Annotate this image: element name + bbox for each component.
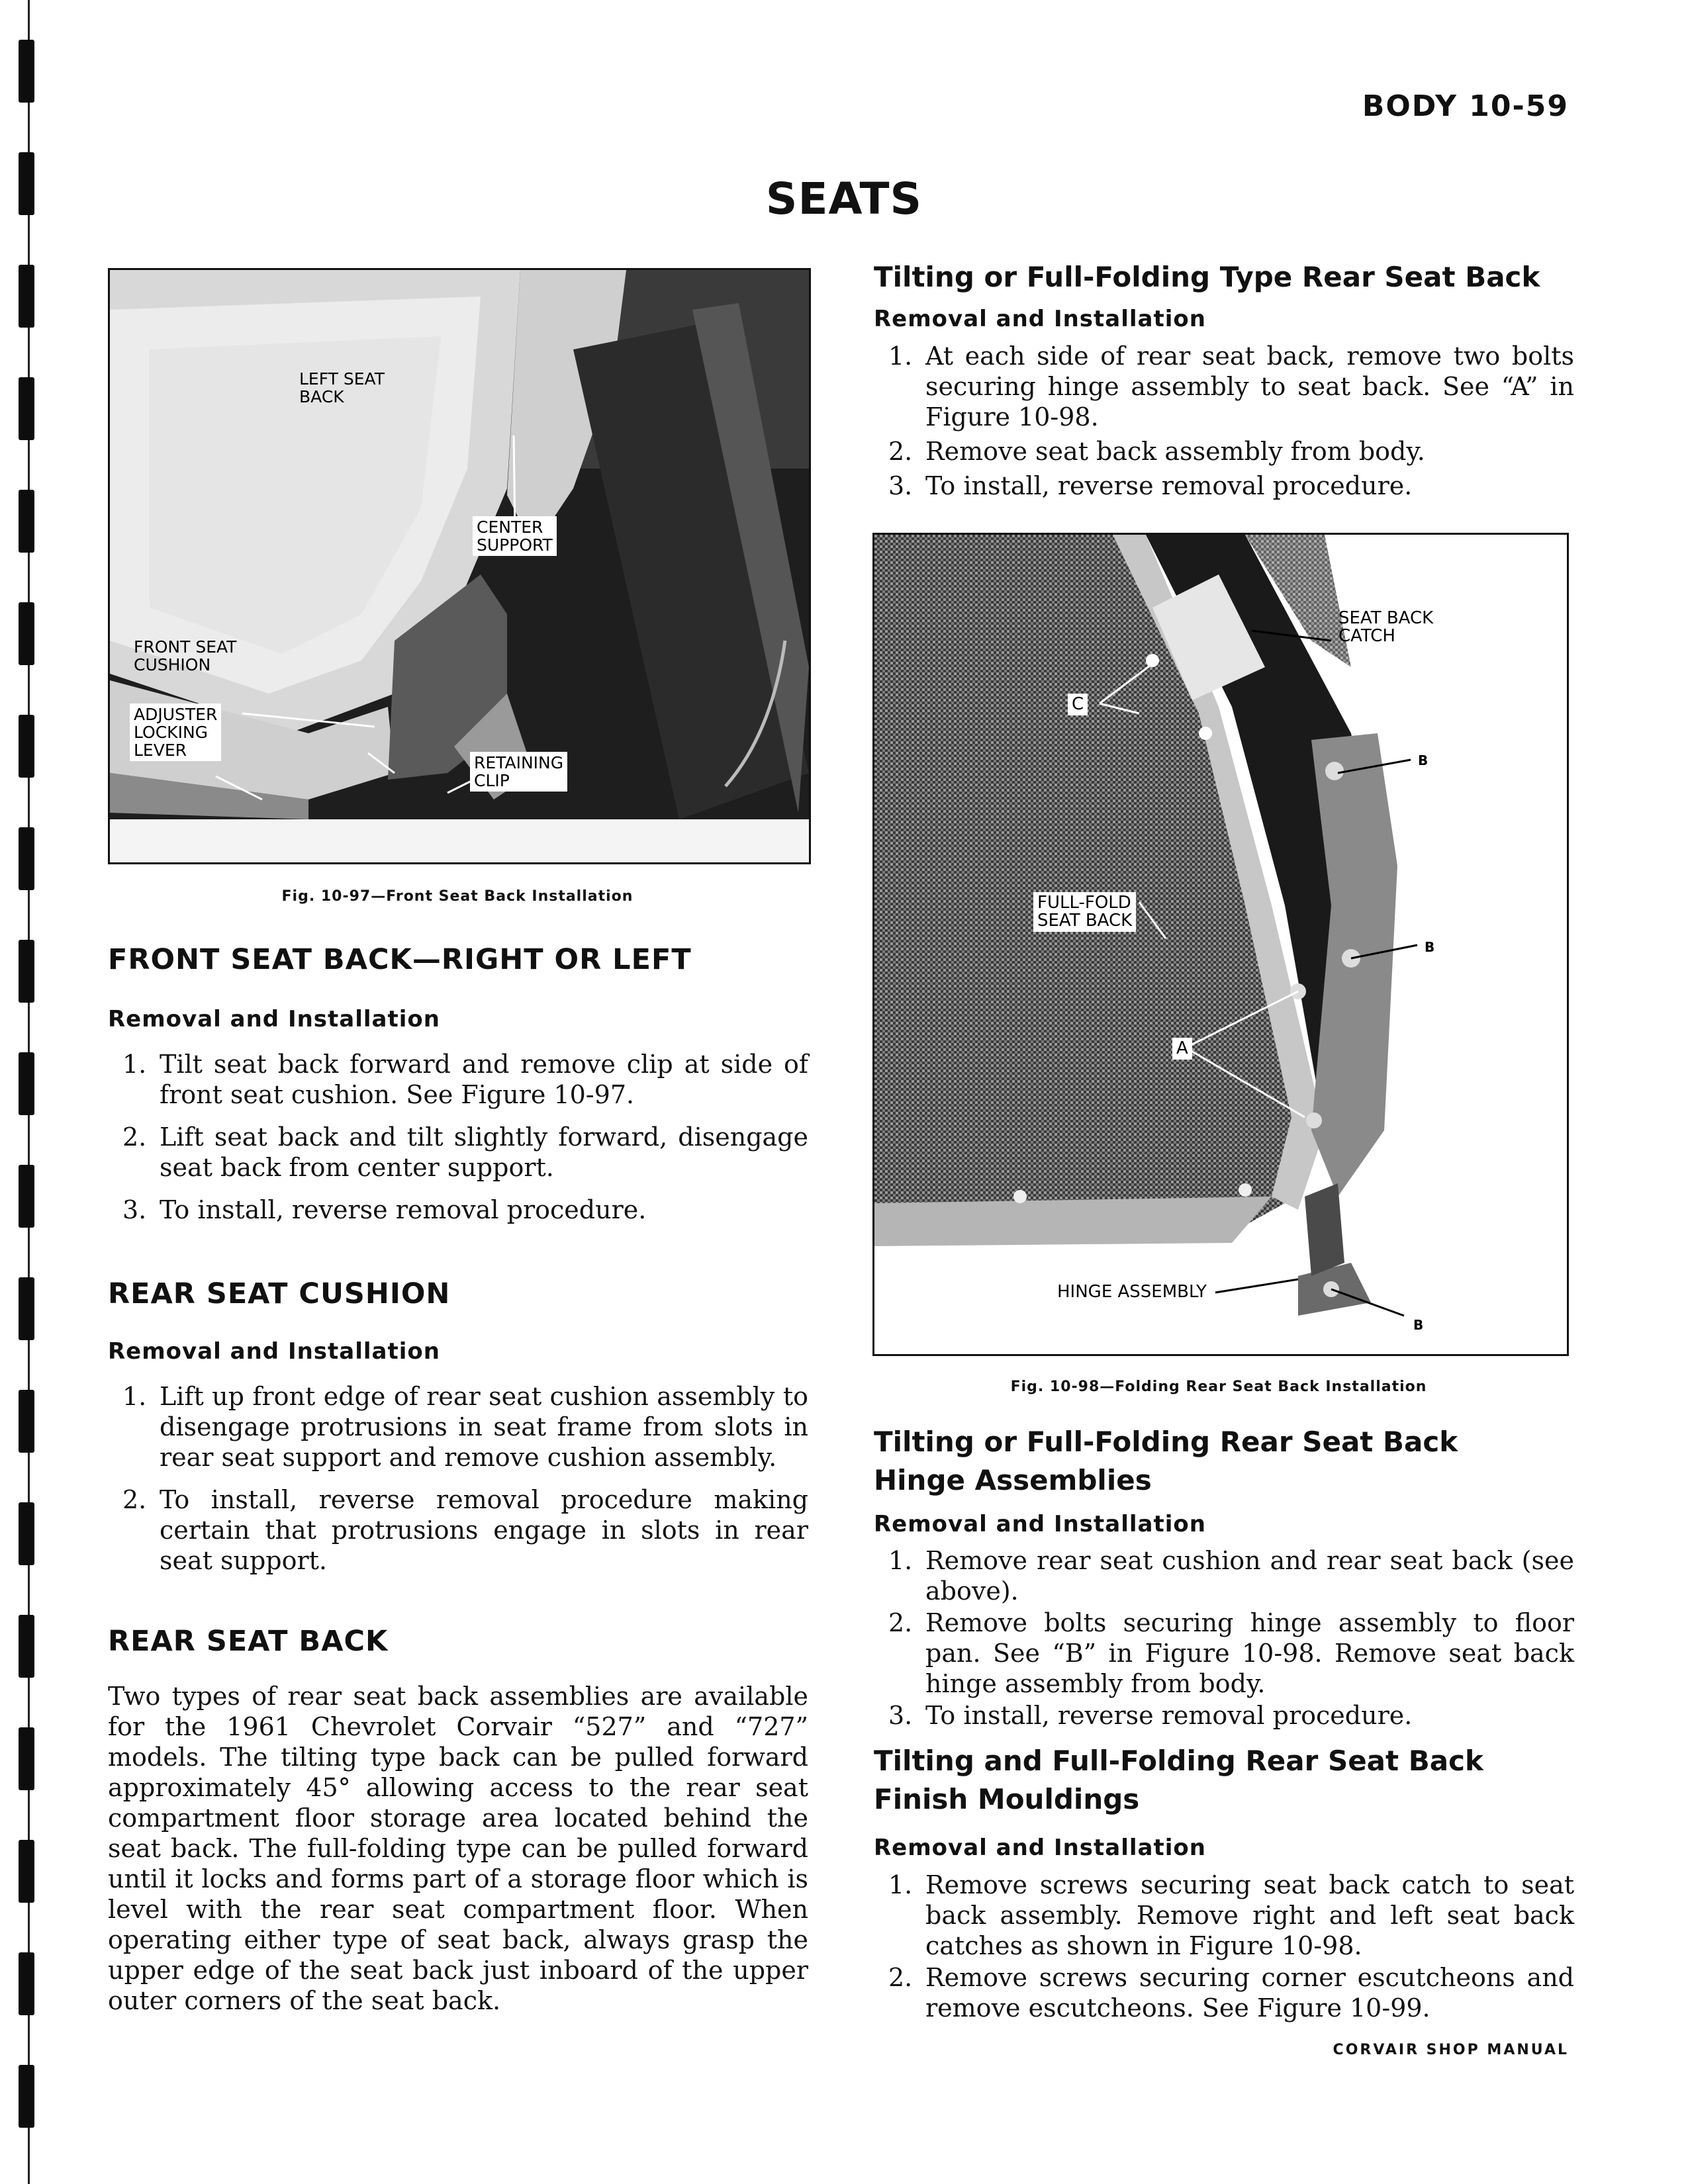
rear-seat-photo	[874, 535, 1567, 1354]
rear-seat-back-heading: REAR SEAT BACK	[108, 1625, 389, 1658]
list-item: 2. Remove seat back assembly from body.	[888, 437, 1425, 466]
page-title: SEATS	[765, 173, 923, 224]
hinge-assemblies-heading: Tilting or Full-Folding Rear Seat Back Hinge Assemblies	[874, 1426, 1458, 1496]
list-item: 3. To install, reverse removal procedure.	[122, 1195, 647, 1224]
label-b-middle: B	[1425, 939, 1435, 955]
finish-mouldings-subheading: Removal and Installation	[874, 1835, 1206, 1861]
list-item: 2. Remove bolts securing hinge assembly to floor pan. See “B” in Figure 10-98. Remove seat back hinge assembly from body.	[888, 1608, 1574, 1698]
list-item: 1. Tilt seat back forward and remove clip at side of front seat cushion. See Figure 10-97.	[122, 1050, 808, 1109]
hinge-assemblies-subheading: Removal and Installation	[874, 1511, 1206, 1537]
tilting-rear-seat-back-subheading: Removal and Installation	[874, 306, 1206, 332]
rear-seat-back-paragraph: Two types of rear seat back assemblies are available for the 1961 Chevrolet Corvair “527” and “727” models. The tilting type back can be pulled forward approximately 45° allowing access to the rear seat compartment floor storage area located behind the seat back. The full-folding type can be pulled forward until it locks and forms part of a storage floor which is level with the rear seat compartment floor. When operating either type of seat back, always grasp the upper edge of the seat back just inboard of the upper outer corners of the seat back.	[108, 1682, 808, 2015]
finish-mouldings-heading: Tilting and Full-Folding Rear Seat Back Finish Mouldings	[874, 1745, 1483, 1815]
finish-mouldings-steps	[874, 1870, 1574, 2035]
rear-seat-cushion-subheading: Removal and Installation	[108, 1338, 440, 1365]
label-full-fold-seat-back: FULL-FOLD SEAT BACK	[1033, 892, 1136, 932]
label-c: C	[1068, 694, 1088, 715]
label-center-support: CENTER SUPPORT	[473, 516, 557, 556]
tilting-rear-seat-back-steps	[874, 341, 1574, 513]
list-item: 1. At each side of rear seat back, remove two bolts securing hinge assembly to seat back. See “A” in Figure 10-98.	[888, 341, 1574, 432]
list-item: 3. To install, reverse removal procedure.	[888, 471, 1413, 500]
list-item: 1. Remove screws securing seat back catch to seat back assembly. Remove right and left seat back catches as shown in Figure 10-98.	[888, 1870, 1574, 1960]
label-b-top: B	[1418, 752, 1429, 768]
fig-10-97-photo	[108, 268, 811, 864]
binding-margin	[0, 0, 53, 2184]
hinge-assemblies-steps	[874, 1545, 1574, 1743]
label-front-seat-cushion: FRONT SEAT CUSHION	[134, 637, 237, 674]
label-b-bottom: B	[1413, 1317, 1424, 1333]
list-item: 1. Remove rear seat cushion and rear seat back (see above).	[888, 1546, 1574, 1606]
fig-10-97-caption: Fig. 10-97—Front Seat Back Installation	[281, 888, 633, 905]
front-seat-photo	[110, 270, 809, 862]
label-adjuster-locking-lever: ADJUSTER LOCKING LEVER	[130, 704, 221, 761]
label-a: A	[1172, 1038, 1192, 1060]
list-item: 2. To install, reverse removal procedure making certain that protrusions engage in slots in rear seat support.	[122, 1485, 808, 1575]
label-hinge-assembly: HINGE ASSEMBLY	[1057, 1282, 1207, 1302]
front-seat-back-subheading: Removal and Installation	[108, 1006, 440, 1032]
front-seat-back-steps	[108, 1049, 808, 1237]
fig-10-98-caption: Fig. 10-98—Folding Rear Seat Back Installation	[1010, 1379, 1427, 1395]
front-seat-back-heading: FRONT SEAT BACK—RIGHT OR LEFT	[108, 943, 692, 976]
list-item: 2. Lift seat back and tilt slightly forward, disengage seat back from center support.	[122, 1122, 808, 1182]
rear-seat-cushion-heading: REAR SEAT CUSHION	[108, 1277, 451, 1310]
label-seat-back-catch: SEAT BACK CATCH	[1338, 608, 1434, 646]
tilting-rear-seat-back-heading: Tilting or Full-Folding Type Rear Seat Back	[874, 261, 1540, 293]
label-retaining-clip: RETAINING CLIP	[470, 752, 567, 792]
list-item: 1. Lift up front edge of rear seat cushion assembly to disengage protrusions in seat frame from slots in rear seat support and remove cushion assembly.	[122, 1382, 808, 1472]
list-item: 3. To install, reverse removal procedure.	[888, 1701, 1413, 1730]
list-item: 2. Remove screws securing corner escutcheons and remove escutcheons. See Figure 10-99.	[888, 1963, 1574, 2023]
label-left-seat-back: LEFT SEAT BACK	[299, 369, 385, 406]
rear-seat-cushion-steps	[108, 1381, 808, 1588]
fig-10-98-photo	[872, 533, 1569, 1356]
page-footer: CORVAIR SHOP MANUAL	[1333, 2042, 1569, 2058]
page-header: BODY 10-59	[1362, 89, 1569, 123]
